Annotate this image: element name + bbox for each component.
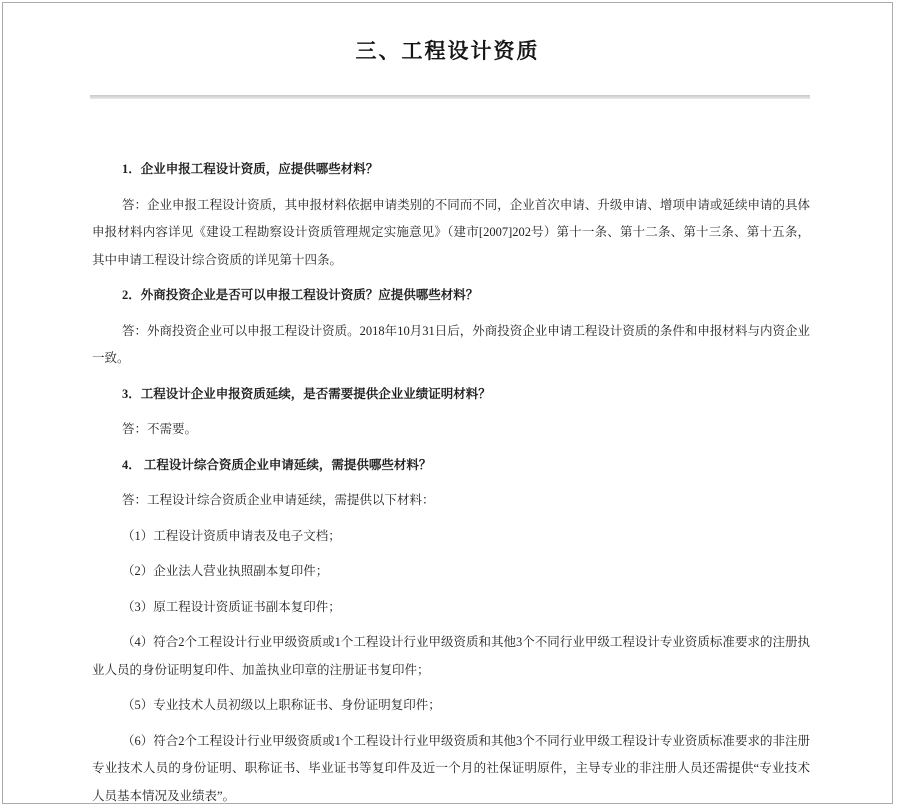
answer-4-item-3: （3）原工程设计资质证书副本复印件；: [92, 594, 810, 622]
page-title: 三、工程设计资质: [3, 37, 892, 65]
document-body: [92, 156, 810, 810]
question-2: 2．外商投资企业是否可以申报工程设计资质？应提供哪些材料？: [92, 282, 810, 310]
answer-3: 答：不需要。: [92, 416, 810, 444]
answer-2: 答：外商投资企业可以申报工程设计资质。2018年10月31日后，外商投资企业申请工程设计资质的条件和申报材料与内资企业一致。: [92, 318, 810, 373]
answer-4-item-6: （6）符合2个工程设计行业甲级资质或1个工程设计行业甲级资质和其他3个不同行业甲级工程设计专业资质标准要求的非注册专业技术人员的身份证明、职称证书、毕业证书等复印件及近一个月的社保证明原件，主导专业的非注册人员还需提供“专业技术人员基本情况及业绩表”。: [92, 728, 810, 810]
question-4: 4． 工程设计综合资质企业申请延续，需提供哪些材料？: [92, 452, 810, 480]
answer-4-item-4: （4）符合2个工程设计行业甲级资质或1个工程设计行业甲级资质和其他3个不同行业甲级工程设计专业资质标准要求的注册执业人员的身份证明复印件、加盖执业印章的注册证书复印件；: [92, 629, 810, 684]
title-divider: [90, 95, 810, 99]
answer-4: 答：工程设计综合资质企业申请延续，需提供以下材料：: [92, 487, 810, 515]
answer-4-item-2: （2）企业法人营业执照副本复印件；: [92, 558, 810, 586]
answer-4-item-1: （1）工程设计资质申请表及电子文档；: [92, 523, 810, 551]
answer-4-item-5: （5）专业技术人员初级以上职称证书、身份证明复印件；: [92, 692, 810, 720]
question-1: 1．企业申报工程设计资质，应提供哪些材料？: [92, 156, 810, 184]
document-page: [2, 2, 893, 804]
answer-1: 答：企业申报工程设计资质，其申报材料依据申请类别的不同而不同，企业首次申请、升级申请、增项申请或延续申请的具体申报材料内容详见《建设工程勘察设计资质管理规定实施意见》（建市[2007]202号）第十一条、第十二条、第十三条、第十五条，其中申请工程设计综合资质的详见第十四条。: [92, 192, 810, 275]
question-3: 3．工程设计企业申报资质延续，是否需要提供企业业绩证明材料？: [92, 381, 810, 409]
